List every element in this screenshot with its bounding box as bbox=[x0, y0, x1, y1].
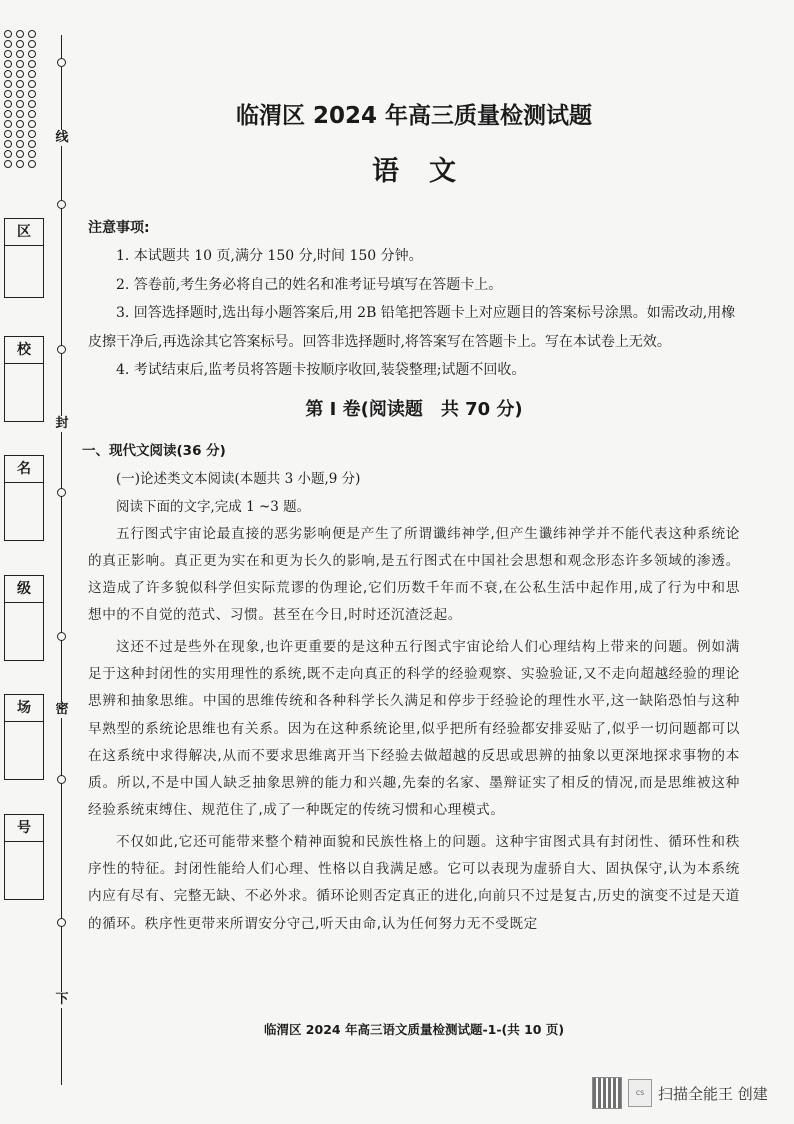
info-box-district[interactable] bbox=[4, 218, 44, 298]
binding-hole bbox=[4, 70, 12, 78]
binding-hole bbox=[4, 150, 12, 158]
seal-char-secret: 密 bbox=[53, 702, 71, 718]
notice-item: 4. 考试结束后,监考员将答题卡按顺序收回,装袋整理;试题不回收。 bbox=[116, 362, 526, 378]
seal-line-dot bbox=[57, 775, 66, 784]
binding-hole bbox=[4, 90, 12, 98]
exam-subject: 语文 bbox=[372, 156, 486, 187]
info-label-name: 名 bbox=[5, 456, 43, 483]
seal-char-seal: 封 bbox=[53, 416, 71, 432]
binding-hole bbox=[4, 30, 12, 38]
part-heading: 一、现代文阅读(36 分) bbox=[82, 442, 226, 459]
binding-hole bbox=[16, 90, 24, 98]
exam-title: 临渭区 2024 年高三质量检测试题 bbox=[235, 103, 593, 129]
binding-hole bbox=[4, 60, 12, 68]
sub-heading: (一)论述类文本阅读(本题共 3 小题,9 分) bbox=[116, 470, 361, 487]
passage-paragraph: 这还不过是些外在现象,也许更重要的是这种五行图式宇宙论给人们心理结构上带来的问题。例如满足于这种封闭性的实用理性的系统,既不走向真正的科学的经验观察、实验验证,又不走向超越经验的理论思辨和抽象思维。中国的思维传统和各种科学长久满足和停步于经验论的理性水平,这一缺陷恐怕与这种早熟型的系统论思维也有关系。因为在这种系统论里,似乎把所有经验都安排妥贴了,似乎一切问题都可以在这系统中求得解决,从而不要求思维离开当下经验去做超越的反思或思辨的抽象以更深地探求事物的本质。所以,不是中国人缺乏抽象思辨的能力和兴趣,先秦的名家、墨辩证实了相反的情况,而是思维被这种经验系统束缚住、规范住了,成了一种既定的传统习惯和心理模式。 bbox=[88, 638, 740, 819]
notice-item: 3. 回答选择题时,选出每小题答案后,用 2B 铅笔把答题卡上对应题目的答案标号涂黑。如需改动,用橡皮擦干净后,再选涂其它答案标号。回答非选择题时,将答案写在答题卡上。写在本试卷上无效。 bbox=[88, 305, 736, 350]
exam-content bbox=[82, 96, 740, 942]
binding-hole bbox=[4, 120, 12, 128]
binding-hole bbox=[4, 110, 12, 118]
seal-line-dot bbox=[57, 200, 66, 209]
binding-hole bbox=[16, 80, 24, 88]
seal-line bbox=[61, 35, 62, 1085]
reading-instruction: 阅读下面的文字,完成 1 ~3 题。 bbox=[116, 498, 311, 515]
scanner-logo-icon: CS bbox=[628, 1079, 652, 1107]
qr-code-icon bbox=[592, 1077, 622, 1109]
scanner-watermark bbox=[592, 1075, 782, 1111]
binding-hole bbox=[16, 110, 24, 118]
info-label-district: 区 bbox=[5, 219, 43, 246]
binding-hole bbox=[28, 100, 36, 108]
binding-hole bbox=[4, 160, 12, 168]
binding-hole bbox=[28, 90, 36, 98]
binding-hole bbox=[28, 130, 36, 138]
seal-char-line: 线 bbox=[53, 130, 71, 146]
binding-hole bbox=[4, 100, 12, 108]
binding-hole bbox=[28, 110, 36, 118]
binding-hole bbox=[28, 70, 36, 78]
seal-line-dot bbox=[57, 632, 66, 641]
binding-hole bbox=[16, 70, 24, 78]
info-box-class[interactable] bbox=[4, 575, 44, 661]
watermark-text: 扫描全能王 创建 bbox=[658, 1084, 768, 1103]
page-footer: 临渭区 2024 年高三语文质量检测试题-1-(共 10 页) bbox=[263, 1022, 565, 1037]
binding-hole bbox=[28, 80, 36, 88]
info-label-school: 校 bbox=[5, 337, 43, 364]
binding-hole bbox=[16, 50, 24, 58]
binding-hole bbox=[16, 160, 24, 168]
info-label-class: 级 bbox=[5, 576, 43, 603]
info-box-name[interactable] bbox=[4, 455, 44, 541]
binding-hole bbox=[28, 160, 36, 168]
binding-hole bbox=[16, 130, 24, 138]
binding-hole bbox=[28, 60, 36, 68]
binding-hole bbox=[28, 150, 36, 158]
seal-char-down: 下 bbox=[53, 992, 71, 1008]
notice-item: 2. 答卷前,考生务必将自己的姓名和准考证号填写在答题卡上。 bbox=[116, 276, 503, 293]
binding-hole bbox=[4, 40, 12, 48]
info-label-room: 场 bbox=[5, 695, 43, 722]
binding-hole bbox=[28, 40, 36, 48]
binding-hole bbox=[28, 50, 36, 58]
binding-hole bbox=[16, 120, 24, 128]
info-box-number[interactable] bbox=[4, 814, 44, 900]
seal-line-dot bbox=[57, 918, 66, 927]
binding-hole bbox=[28, 140, 36, 148]
section-title: 第 I 卷(阅读题 共 70 分) bbox=[305, 398, 523, 420]
binding-hole bbox=[16, 140, 24, 148]
binding-hole bbox=[16, 60, 24, 68]
binding-hole bbox=[28, 30, 36, 38]
binding-hole bbox=[4, 50, 12, 58]
binding-hole bbox=[16, 100, 24, 108]
notice-item: 1. 本试题共 10 页,满分 150 分,时间 150 分钟。 bbox=[116, 248, 423, 264]
passage-paragraph: 五行图式宇宙论最直接的恶劣影响便是产生了所谓谶纬神学,但产生谶纬神学并不能代表这种系统论的真正影响。真正更为实在和更为长久的影响,是五行图式在中国社会思想和观念形态许多领域的渗透。这造成了许多貌似科学但实际荒谬的伪理论,它们历数千年而不衰,在公私生活中起作用,成了行为中和思想中的不自觉的范式、习惯。甚至在今日,时时还沉渣泛起。 bbox=[88, 525, 740, 624]
reading-passage bbox=[88, 521, 740, 938]
binding-hole bbox=[16, 150, 24, 158]
info-box-room[interactable] bbox=[4, 694, 44, 780]
info-label-number: 号 bbox=[5, 815, 43, 842]
binding-hole bbox=[4, 130, 12, 138]
binding-hole bbox=[4, 80, 12, 88]
binding-hole bbox=[28, 120, 36, 128]
seal-line-dot bbox=[57, 58, 66, 67]
passage-paragraph: 不仅如此,它还可能带来整个精神面貌和民族性格上的问题。这种宇宙图式具有封闭性、循环性和秩序性的特征。封闭性能给人们心理、性格以自我满足感。它可以表现为虚骄自大、固执保守,认为本系统内应有尽有、完整无缺、不必外求。循环论则否定真正的进化,向前只不过是复古,历史的演变不过是天道的循环。秩序性更带来所谓安分守己,听天由命,认为任何努力无不受既定 bbox=[88, 833, 740, 932]
binding-hole bbox=[16, 30, 24, 38]
seal-line-dot bbox=[57, 488, 66, 497]
seal-line-dot bbox=[57, 345, 66, 354]
binding-holes bbox=[4, 30, 38, 168]
binding-hole bbox=[16, 40, 24, 48]
info-box-school[interactable] bbox=[4, 336, 44, 422]
binding-hole bbox=[4, 140, 12, 148]
notice-heading: 注意事项: bbox=[88, 220, 150, 236]
